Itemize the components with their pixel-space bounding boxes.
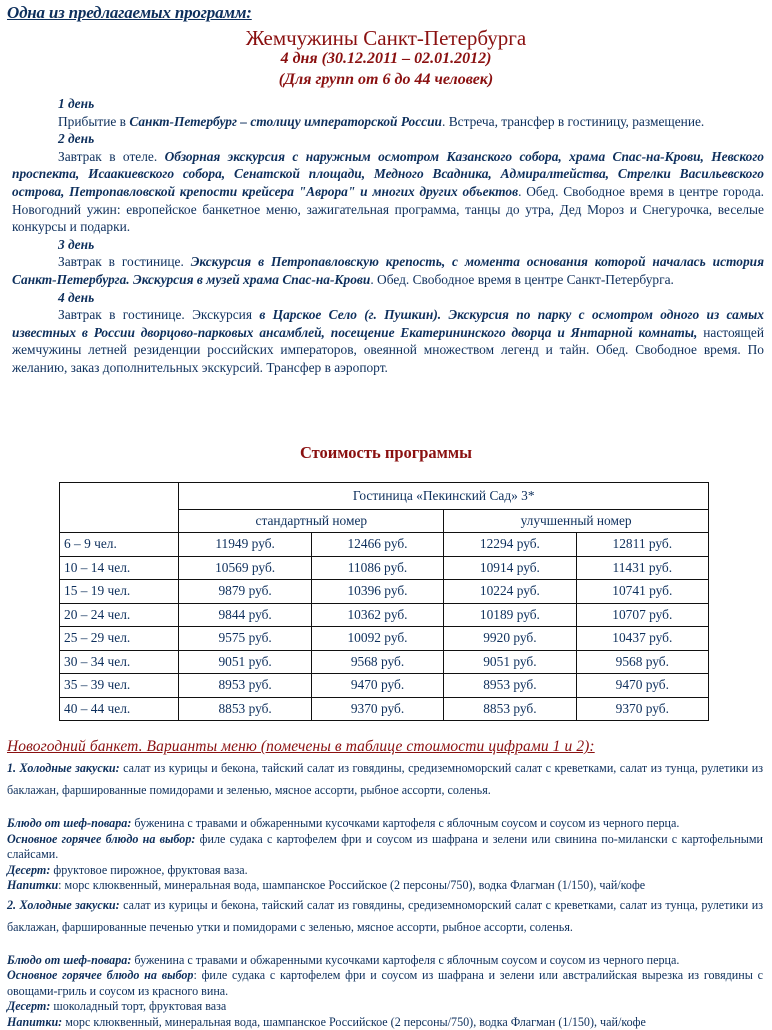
menu-text: шоколадный торт, фруктовая ваза: [50, 999, 226, 1013]
table-row: [60, 627, 709, 651]
price-cell: 9568 руб.: [311, 650, 443, 674]
text-run: . Обед. Свободное время в центре города. Новогодний ужин: европейское банкетное меню, зажигательная программа, танцы до утра, Дед Мороз и Снегурочка, веселые конкурсы и подарки.: [12, 184, 764, 234]
menu-label: Напитки:: [7, 1015, 62, 1029]
menu-2-main-course: [7, 968, 763, 999]
price-cell: 9051 руб.: [179, 650, 311, 674]
hotel-header: Гостиница «Пекинский Сад» 3*: [179, 483, 709, 510]
menu-2-chef-dish: [7, 953, 763, 969]
menu-text: буженина с травами и обжаренными кусочками картофеля с яблочным соусом и соусом из черного перца.: [131, 816, 679, 830]
price-cell: 10707 руб.: [576, 603, 708, 627]
price-table: [59, 482, 709, 721]
menu-label: Основное горячее блюдо на выбор:: [7, 832, 195, 846]
menu-label: Десерт:: [7, 863, 50, 877]
text-run: Завтрак в гостинице. Экскурсия: [58, 307, 259, 322]
menu-text: салат из курицы и бекона, тайский салат из говядины, средиземноморский салат с креветками, салат из тунца, рулетики из баклажан, фаршированные печенью утки и помидорами с зеленью, мясное ассорти, рыбное ассорти, соленья.: [7, 898, 763, 934]
price-cell: 12294 руб.: [444, 533, 576, 557]
price-cell: 10741 руб.: [576, 580, 708, 604]
price-cell: 10362 руб.: [311, 603, 443, 627]
intro-heading: Одна из предлагаемых программ:: [7, 3, 252, 23]
banquet-menu-heading: Новогодний банкет. Варианты меню (помечены в таблице стоимости цифрами 1 и 2):: [7, 738, 595, 756]
day-4-text: [12, 306, 764, 376]
text-run-emphasis: Обзорная экскурсия с наружным осмотром Казанского собора, храма Спас-на-Крови, Невского проспекта, Исаакиевского собора, Сенатской площади, Медного Всадника, Адмиралтейства, Стрелки Васильевского острова, Петропавловской крепости крейсера "Аврора" и многих других объектов: [12, 149, 764, 199]
menu-1-cold-appetizers: [7, 757, 763, 801]
day-1-text: [12, 113, 764, 131]
menu-1-chef-dish: [7, 816, 763, 832]
day-3-heading: 3 день: [12, 236, 764, 254]
day-2-text: [12, 148, 764, 236]
table-row: [60, 674, 709, 698]
tour-duration: 4 дня (30.12.2011 – 02.01.2012): [0, 50, 772, 68]
spacer: [7, 938, 763, 953]
day-1-heading: 1 день: [12, 95, 764, 113]
empty-corner-cell: [60, 483, 179, 533]
price-cell: 12811 руб.: [576, 533, 708, 557]
text-run: . Встреча, трансфер в гостиницу, размещение.: [442, 114, 704, 129]
itinerary: [12, 95, 764, 377]
price-cell: 10396 руб.: [311, 580, 443, 604]
cost-heading: Стоимость программы: [0, 443, 772, 463]
price-cell: 10092 руб.: [311, 627, 443, 651]
menu-2-cold-appetizers: [7, 894, 763, 938]
menu-label: Блюдо от шеф-повара:: [7, 953, 131, 967]
day-3-text: [12, 253, 764, 288]
tour-title: Жемчужины Санкт-Петербурга: [0, 26, 772, 51]
menu-1-drinks: [7, 878, 763, 894]
price-cell: 9370 руб.: [311, 697, 443, 721]
text-run: Завтрак в гостинице.: [58, 254, 191, 269]
price-cell: 9470 руб.: [311, 674, 443, 698]
table-row: [60, 533, 709, 557]
table-row: [60, 603, 709, 627]
price-cell: 8853 руб.: [179, 697, 311, 721]
text-run: . Обед. Свободное время в центре Санкт-Петербурга.: [370, 272, 674, 287]
price-cell: 8953 руб.: [444, 674, 576, 698]
text-run-emphasis: в Царское Село (г. Пушкин). Экскурсия по парку с осмотром одного из самых известных в России дворцово-парковых ансамблей, посещение Екатерининского дворца и Янтарной комнаты,: [12, 307, 764, 340]
group-size-cell: 10 – 14 чел.: [60, 556, 179, 580]
menu-1-main-course: [7, 832, 763, 863]
table-row: [60, 650, 709, 674]
text-run-emphasis: Экскурсия в Петропавловскую крепость, с момента основания которой началась история Санкт-Петербурга. Экскурсия в музей храма Спас-на-Крови: [12, 254, 764, 287]
text-run: Завтрак в отеле.: [58, 149, 165, 164]
menu-text: филе судака с картофелем фри и соусом из шафрана и зелени или свинина по-милански с картофельными слайсами.: [7, 832, 763, 862]
menu-label: 1. Холодные закуски:: [7, 761, 120, 775]
menu-text: : филе судака с картофелем фри и соусом из шафрана и зелени или австралийская вырезка из говядины с овощами-гриль и соусом из красного вина.: [7, 968, 763, 998]
group-size-cell: 20 – 24 чел.: [60, 603, 179, 627]
table-row: [60, 697, 709, 721]
day-4-heading: 4 день: [12, 289, 764, 307]
group-size-cell: 30 – 34 чел.: [60, 650, 179, 674]
text-run-emphasis: Санкт-Петербург – столицу императорской России: [129, 114, 442, 129]
group-size-cell: 6 – 9 чел.: [60, 533, 179, 557]
menu-2-drinks: [7, 1015, 763, 1030]
tour-group-size: (Для групп от 6 до 44 человек): [0, 71, 772, 89]
price-cell: 12466 руб.: [311, 533, 443, 557]
menu-text: салат из курицы и бекона, тайский салат из говядины, средиземноморский салат с креветками, салат из тунца, рулетики из баклажан, фаршированные помидорами и зеленью, мясное ассорти, рыбное ассорти, соленья.: [7, 761, 763, 797]
menu-text: : морс клюквенный, минеральная вода, шампанское Российское (2 персоны/750), водка Флагман (1/150), чай/кофе: [58, 878, 645, 892]
price-cell: 9879 руб.: [179, 580, 311, 604]
price-cell: 9370 руб.: [576, 697, 708, 721]
price-cell: 9051 руб.: [444, 650, 576, 674]
spacer: [7, 801, 763, 816]
menu-label: Основное горячее блюдо на выбор: [7, 968, 193, 982]
menu-label: Блюдо от шеф-повара:: [7, 816, 131, 830]
price-cell: 9920 руб.: [444, 627, 576, 651]
menu-label: Десерт:: [7, 999, 50, 1013]
price-cell: 10224 руб.: [444, 580, 576, 604]
menu-1-dessert: [7, 863, 763, 879]
price-cell: 10569 руб.: [179, 556, 311, 580]
price-cell: 9568 руб.: [576, 650, 708, 674]
price-cell: 11949 руб.: [179, 533, 311, 557]
price-cell: 9575 руб.: [179, 627, 311, 651]
price-cell: 11086 руб.: [311, 556, 443, 580]
room-type-improved: улучшенный номер: [444, 510, 709, 533]
table-header-row: [60, 483, 709, 510]
group-size-cell: 35 – 39 чел.: [60, 674, 179, 698]
price-cell: 9844 руб.: [179, 603, 311, 627]
day-2-heading: 2 день: [12, 130, 764, 148]
price-cell: 10189 руб.: [444, 603, 576, 627]
menu-text: буженина с травами и обжаренными кусочками картофеля с яблочным соусом и соусом из черного перца.: [131, 953, 679, 967]
price-cell: 8853 руб.: [444, 697, 576, 721]
price-cell: 11431 руб.: [576, 556, 708, 580]
menu-text: морс клюквенный, минеральная вода, шампанское Российское (2 персоны/750), водка Флагман (1/150), чай/кофе: [62, 1015, 646, 1029]
price-cell: 10914 руб.: [444, 556, 576, 580]
price-cell: 8953 руб.: [179, 674, 311, 698]
menu-label: Напитки: [7, 878, 58, 892]
room-type-standard: стандартный номер: [179, 510, 444, 533]
group-size-cell: 25 – 29 чел.: [60, 627, 179, 651]
menu-label: 2. Холодные закуски:: [7, 898, 120, 912]
group-size-cell: 15 – 19 чел.: [60, 580, 179, 604]
price-cell: 9470 руб.: [576, 674, 708, 698]
banquet-menu: [7, 757, 763, 1030]
text-run: Прибытие в: [58, 114, 129, 129]
table-row: [60, 556, 709, 580]
price-cell: 10437 руб.: [576, 627, 708, 651]
group-size-cell: 40 – 44 чел.: [60, 697, 179, 721]
table-row: [60, 580, 709, 604]
text-run: настоящей жемчужины летней резиденции российских императоров, овеянной множеством легенд и тайн. Обед. Свободное время. По желанию, заказ дополнительных экскурсий. Трансфер в аэропорт.: [12, 325, 764, 375]
menu-text: фруктовое пирожное, фруктовая ваза.: [50, 863, 247, 877]
